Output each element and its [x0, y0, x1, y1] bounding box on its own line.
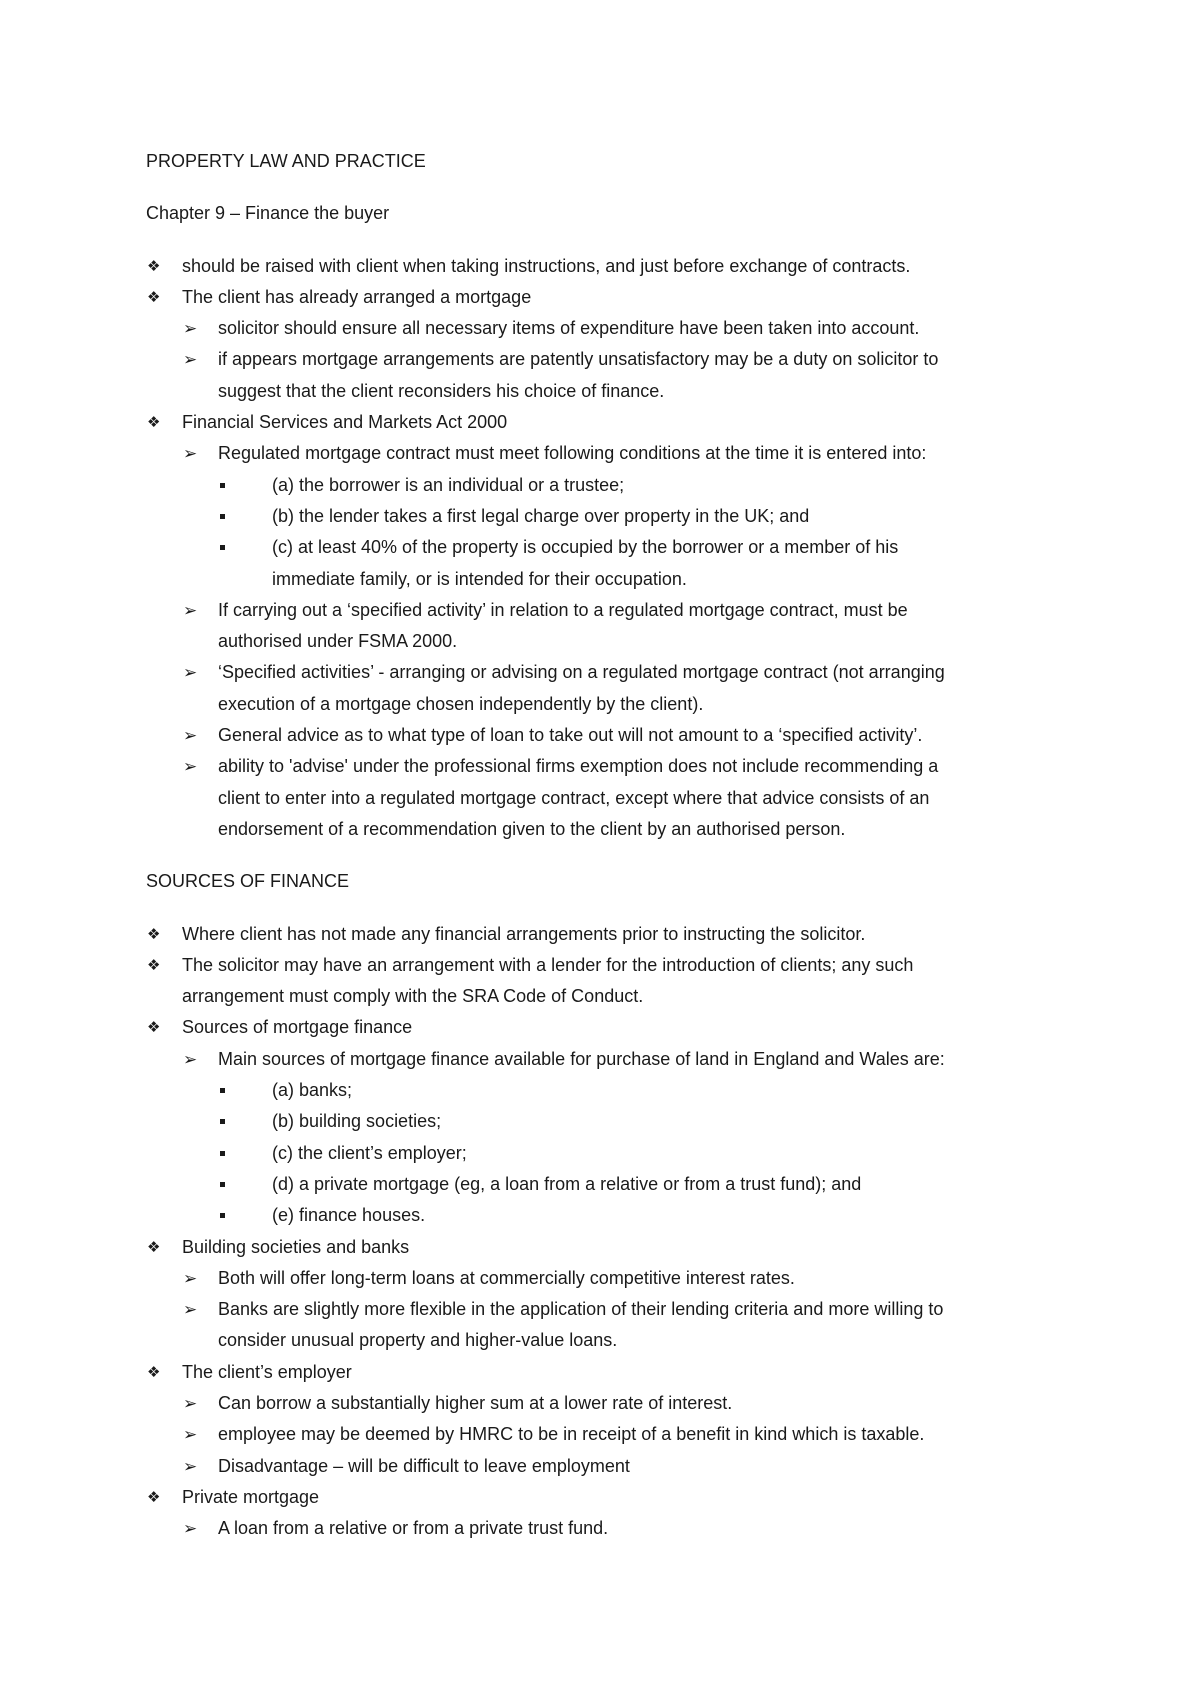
bullet-item: [146, 919, 1066, 950]
diamond-bullet-icon: ❖: [147, 1363, 161, 1381]
square-bullet-item: [146, 1200, 1066, 1231]
bullet-text: should be raised with client when taking instructions, and just before exchange of contracts.: [182, 255, 911, 276]
bullet-text: Main sources of mortgage finance available for purchase of land in England and Wales are:: [218, 1048, 945, 1069]
bullet-text: Regulated mortgage contract must meet following conditions at the time it is entered into:: [218, 443, 927, 464]
arrow-bullet-icon: ➢: [183, 600, 198, 620]
bullet-item: [146, 1232, 1066, 1263]
square-bullet-icon: [220, 1151, 225, 1156]
bullet-text: Sources of mortgage finance: [182, 1017, 413, 1038]
sub-bullet-item: [146, 313, 1066, 344]
square-bullet-icon: [220, 1182, 225, 1187]
bullet-continuation: execution of a mortgage chosen independently by the client).: [218, 693, 704, 714]
diamond-bullet-icon: ❖: [147, 414, 161, 432]
bullet-text: Private mortgage: [182, 1486, 320, 1507]
sub-bullet-item: [146, 751, 1066, 782]
bullet-text: (c) at least 40% of the property is occupied by the borrower or a member of his: [272, 537, 899, 558]
sub-bullet-item: [146, 344, 1066, 375]
bullet-text: solicitor should ensure all necessary items of expenditure have been taken into account.: [218, 318, 920, 339]
bullet-continuation: consider unusual property and higher-value loans.: [218, 1330, 618, 1351]
diamond-bullet-icon: ❖: [147, 288, 161, 306]
square-bullet-item: [146, 1169, 1066, 1200]
bullet-continuation: suggest that the client reconsiders his choice of finance.: [218, 380, 665, 401]
bullet-text: (b) building societies;: [272, 1111, 442, 1132]
bullet-text: The client has already arranged a mortgage: [182, 286, 532, 307]
chapter-heading: Chapter 9 – Finance the buyer: [146, 203, 390, 224]
bullet-text: General advice as to what type of loan to take out will not amount to a ‘specified activity’.: [218, 725, 923, 746]
bullet-item: [146, 1012, 1066, 1043]
bullet-continuation: client to enter into a regulated mortgage contract, except where that advice consists of an: [218, 787, 930, 808]
sub-bullet-item: [146, 1294, 1066, 1325]
bullet-item: [146, 282, 1066, 313]
diamond-bullet-icon: ❖: [147, 1488, 161, 1506]
arrow-bullet-icon: ➢: [183, 444, 198, 464]
bullet-text: (b) the lender takes a first legal charge over property in the UK; and: [272, 505, 810, 526]
arrow-bullet-icon: ➢: [183, 1300, 198, 1320]
bullet-text: Banks are slightly more flexible in the application of their lending criteria and more willing to: [218, 1299, 944, 1320]
square-bullet-icon: [220, 483, 225, 488]
bullet-continuation: immediate family, or is intended for their occupation.: [272, 568, 687, 589]
sub-bullet-item: [146, 438, 1066, 469]
sub-bullet-item: [146, 1388, 1066, 1419]
bullet-item: [146, 950, 1066, 981]
bullet-text: Building societies and banks: [182, 1236, 410, 1257]
bullet-text: Both will offer long-term loans at commercially competitive interest rates.: [218, 1267, 795, 1288]
diamond-bullet-icon: ❖: [147, 257, 161, 275]
bullet-text: (e) finance houses.: [272, 1205, 426, 1226]
bullet-item: [146, 251, 1066, 282]
square-bullet-icon: [220, 514, 225, 519]
square-bullet-item: [146, 1075, 1066, 1106]
bullet-text: A loan from a relative or from a private trust fund.: [218, 1518, 609, 1539]
arrow-bullet-icon: ➢: [183, 663, 198, 683]
section-heading: SOURCES OF FINANCE: [146, 871, 350, 892]
diamond-bullet-icon: ❖: [147, 925, 161, 943]
square-bullet-item: [146, 501, 1066, 532]
arrow-bullet-icon: ➢: [183, 350, 198, 370]
sub-bullet-item: [146, 720, 1066, 751]
diamond-bullet-icon: ❖: [147, 1019, 161, 1037]
bullet-text: (a) the borrower is an individual or a trustee;: [272, 474, 625, 495]
arrow-bullet-icon: ➢: [183, 757, 198, 777]
bullet-text: employee may be deemed by HMRC to be in receipt of a benefit in kind which is taxable.: [218, 1424, 925, 1445]
bullet-continuation: endorsement of a recommendation given to the client by an authorised person.: [218, 818, 846, 839]
arrow-bullet-icon: ➢: [183, 1049, 198, 1069]
sub-bullet-item: [146, 657, 1066, 688]
bullet-text: Disadvantage – will be difficult to leave employment: [218, 1455, 630, 1476]
bullet-text: (c) the client’s employer;: [272, 1142, 467, 1163]
sub-bullet-item: [146, 1451, 1066, 1482]
diamond-bullet-icon: ❖: [147, 1238, 161, 1256]
bullet-continuation: authorised under FSMA 2000.: [218, 631, 458, 652]
bullet-item: [146, 407, 1066, 438]
bullet-text: The client’s employer: [182, 1361, 352, 1382]
diamond-bullet-icon: ❖: [147, 956, 161, 974]
bullet-text: Where client has not made any financial arrangements prior to instructing the solicitor.: [182, 923, 866, 944]
square-bullet-icon: [220, 545, 225, 550]
bullet-continuation: arrangement must comply with the SRA Code of Conduct.: [182, 986, 644, 1007]
arrow-bullet-icon: ➢: [183, 319, 198, 339]
square-bullet-item: [146, 1138, 1066, 1169]
square-bullet-item: [146, 532, 1066, 563]
bullet-item: [146, 1357, 1066, 1388]
arrow-bullet-icon: ➢: [183, 1425, 198, 1445]
bullet-text: Financial Services and Markets Act 2000: [182, 412, 508, 433]
arrow-bullet-icon: ➢: [183, 1268, 198, 1288]
bullet-text: if appears mortgage arrangements are patently unsatisfactory may be a duty on solicitor to: [218, 349, 939, 370]
bullet-text: ability to 'advise' under the professional firms exemption does not include recommending a: [218, 756, 939, 777]
sub-bullet-item: [146, 1419, 1066, 1450]
sub-bullet-item: [146, 1263, 1066, 1294]
bullet-text: If carrying out a ‘specified activity’ in relation to a regulated mortgage contract, must be: [218, 599, 908, 620]
bullet-text: The solicitor may have an arrangement with a lender for the introduction of clients; any such: [182, 954, 914, 975]
sub-bullet-item: [146, 595, 1066, 626]
sub-bullet-item: [146, 1044, 1066, 1075]
arrow-bullet-icon: ➢: [183, 726, 198, 746]
bullet-text: ‘Specified activities’ - arranging or advising on a regulated mortgage contract (not arranging: [218, 662, 945, 683]
bullet-item: [146, 1482, 1066, 1513]
square-bullet-icon: [220, 1119, 225, 1124]
bullet-text: Can borrow a substantially higher sum at a lower rate of interest.: [218, 1392, 733, 1413]
document-body: [146, 146, 1066, 1544]
square-bullet-item: [146, 1106, 1066, 1137]
square-bullet-item: [146, 470, 1066, 501]
document-title: PROPERTY LAW AND PRACTICE: [146, 151, 426, 171]
square-bullet-icon: [220, 1213, 225, 1218]
sub-bullet-item: [146, 1513, 1066, 1544]
bullet-text: (a) banks;: [272, 1080, 353, 1101]
arrow-bullet-icon: ➢: [183, 1393, 198, 1413]
bullet-text: (d) a private mortgage (eg, a loan from a relative or from a trust fund); and: [272, 1173, 862, 1194]
arrow-bullet-icon: ➢: [183, 1519, 198, 1539]
square-bullet-icon: [220, 1088, 225, 1093]
arrow-bullet-icon: ➢: [183, 1456, 198, 1476]
